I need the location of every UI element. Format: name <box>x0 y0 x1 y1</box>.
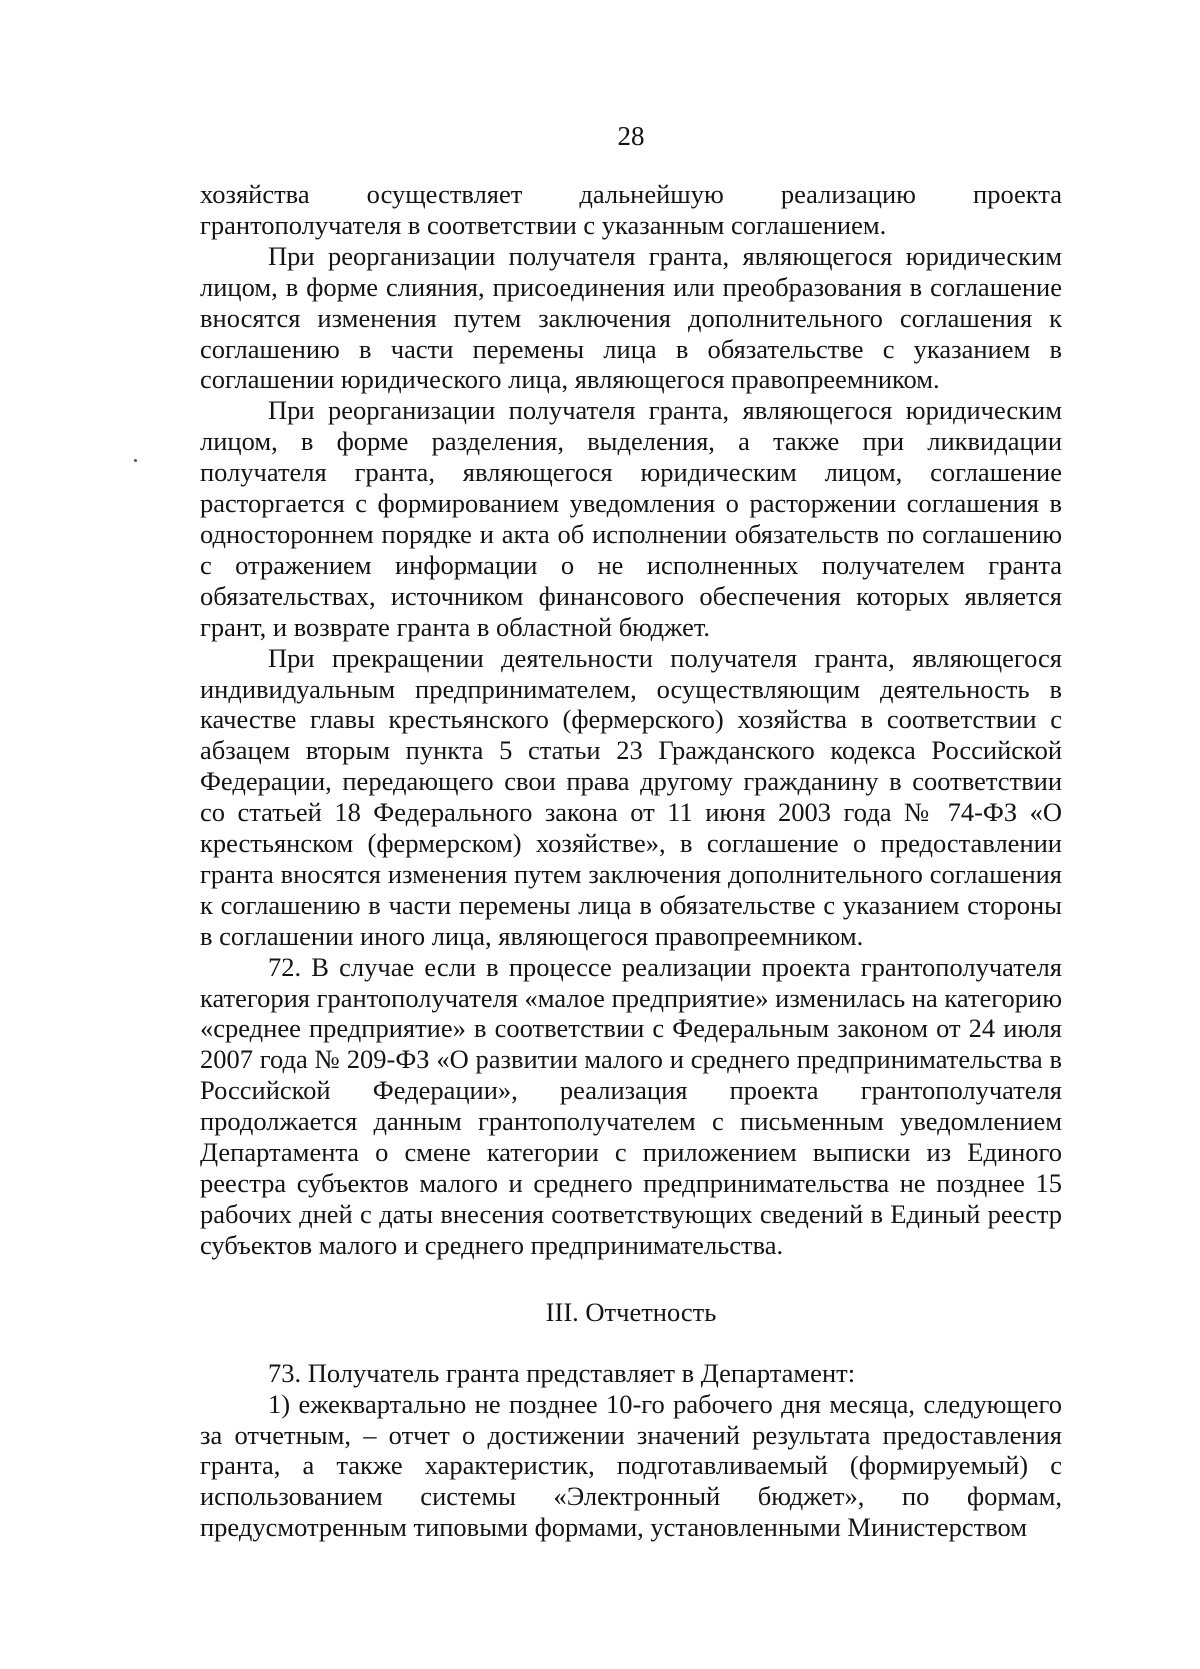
paragraph-reorganization-merger: При реорганизации получателя гранта, являющегося юридическим лицом, в форме слияния, присоединения или преобразования в соглашение вносятся изменения путем заключения дополнительного соглашения к соглашению в части перемены лица в обязательстве с указанием в соглашении юридического лица, являющегося правопреемником. <box>200 240 1062 395</box>
paragraph-reorganization-division: При реорганизации получателя гранта, являющегося юридическим лицом, в форме разделения, выделения, а также при ликвидации получателя гранта, являющегося юридическим лицом, соглашение расторгается с формированием уведомления о расторжении соглашения в одностороннем порядке и акта об исполнении обязательств по соглашению с отражением информации о не исполненных получателем гранта обязательствах, источником финансового обеспечения которых является грант, и возврате гранта в областной бюджет. <box>200 395 1062 642</box>
paragraph-termination-entrepreneur: При прекращении деятельности получателя гранта, являющегося индивидуальным предпринимателем, осуществляющим деятельность в качестве главы крестьянского (фермерского) хозяйства в соответствии с абзацем вторым пункта 5 статьи 23 Гражданского кодекса Российской Федерации, передающего свои права другому гражданину в соответствии со статьей 18 Федерального закона от 11 июня 2003 года № 74-ФЗ «О крестьянском (фермерском) хозяйстве», в соглашение о предоставлении гранта вносятся изменения путем заключения дополнительного соглашения к соглашению в части перемены лица в обязательстве с указанием стороны в соглашении иного лица, являющегося правопреемником. <box>200 642 1062 951</box>
scan-speck <box>134 459 137 462</box>
paragraph-clause-72: 72. В случае если в процессе реализации проекта грантополучателя категория грантополучателя «малое предприятие» изменилась на категорию «среднее предприятие» в соответствии с Федеральным законом от 24 июля 2007 года № 209-ФЗ «О развитии малого и среднего предпринимательства в Российской Федерации», реализация проекта грантополучателя продолжается данным грантополучателем с письменным уведомлением Департамента о смене категории с приложением выписки из Единого реестра субъектов малого и среднего предпринимательства не позднее 15 рабочих дней с даты внесения соответствующих сведений в Единый реестр субъектов малого и среднего предпринимательства. <box>200 951 1062 1260</box>
section-heading: III. Отчетность <box>545 1296 717 1327</box>
page-number: 28 <box>617 121 645 151</box>
paragraph-continuation: хозяйства осуществляет дальнейшую реализацию проекта грантополучателя в соответствии с указанным соглашением. <box>200 179 1062 240</box>
paragraph-clause-73: 73. Получатель гранта представляет в Департамент: <box>268 1357 856 1388</box>
paragraph-clause-73-item-1: 1) ежеквартально не позднее 10-го рабочего дня месяца, следующего за отчетным, – отчет о достижении значений результата предоставления гранта, а также характеристик, подготавливаемый (формируемый) с использованием системы «Электронный бюджет», по формам, предусмотренным типовыми формами, установленными Министерством <box>200 1388 1062 1543</box>
document-body <box>200 179 1062 1543</box>
